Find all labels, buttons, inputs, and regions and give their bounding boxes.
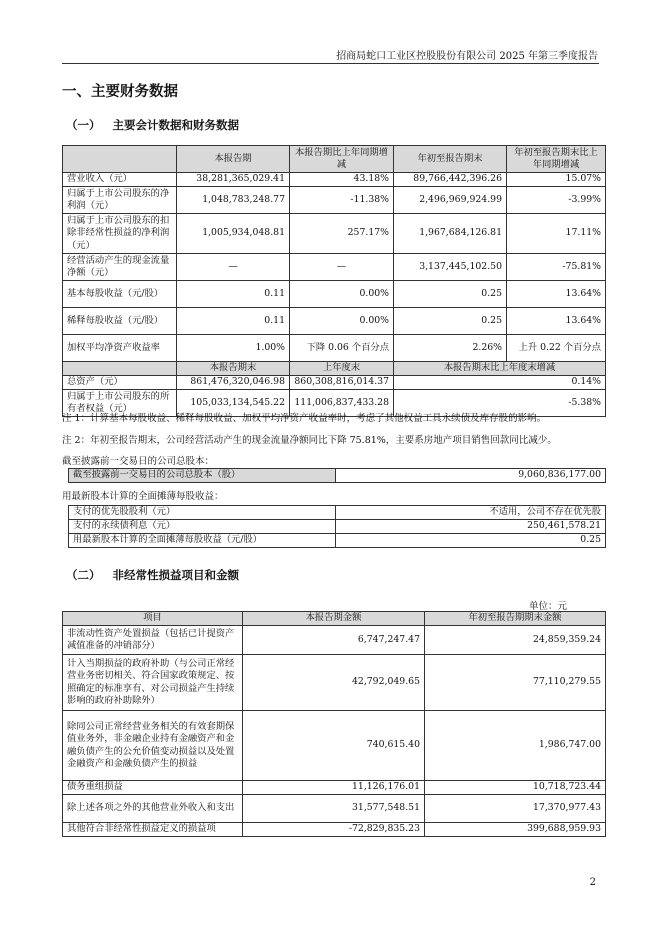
header-cell: 本报告期末比上年度末增减 bbox=[394, 362, 606, 376]
eps-intro: 用最新股本计算的全面摊薄每股收益： bbox=[62, 491, 224, 502]
cell-value: 11,126,176.01 bbox=[243, 781, 425, 795]
header-cell: 年初至报告期末 bbox=[394, 146, 507, 173]
cell-value: 105,033,134,545.22 bbox=[177, 390, 290, 417]
header-cell: 年初至报告期末比上年同期增减 bbox=[507, 146, 606, 173]
table-row bbox=[63, 187, 606, 214]
row-label: 除上述各项之外的其他营业外收入和支出 bbox=[63, 795, 243, 823]
row-label: 归属于上市公司股东的扣除非经常性损益的净利润（元） bbox=[63, 214, 177, 254]
cell-value: 17,370,977.43 bbox=[425, 795, 606, 823]
cell-value: — bbox=[290, 254, 394, 281]
row-label: 稀释每股收益（元/股） bbox=[63, 308, 177, 335]
header-cell: 项目 bbox=[63, 612, 243, 626]
row-label: 支付的永续债利息（元） bbox=[69, 520, 336, 534]
row-label: 计入当期损益的政府补助（与公司正常经营业务密切相关、符合国家政策规定、按照确定的标准享有、对公司损益产生持续影响的政府补助除外） bbox=[63, 655, 243, 711]
page-number: 2 bbox=[589, 877, 596, 888]
row-label: 总资产（元） bbox=[63, 376, 177, 390]
cell-value: 1,986,747.00 bbox=[425, 711, 606, 781]
cell-value: -3.99% bbox=[507, 187, 606, 214]
row-label: 支付的优先股股利（元） bbox=[69, 506, 336, 520]
table-subheader-row bbox=[63, 362, 606, 376]
cell-value: 1,967,684,126.81 bbox=[394, 214, 507, 254]
cell-value: 6,747,247.47 bbox=[243, 626, 425, 655]
cell-value: 13.64% bbox=[507, 281, 606, 308]
table-row bbox=[69, 506, 606, 520]
table-row bbox=[63, 308, 606, 335]
subsection-title-2 bbox=[66, 567, 239, 583]
cell-value: 9,060,836,177.00 bbox=[336, 469, 606, 483]
subsection-label: 非经常性损益项目和金额 bbox=[112, 568, 240, 582]
cell-value: 15.07% bbox=[507, 173, 606, 187]
table-row bbox=[69, 534, 606, 548]
table-header-row bbox=[63, 146, 606, 173]
table-row bbox=[63, 281, 606, 308]
row-label: 经营活动产生的现金流量净额（元） bbox=[63, 254, 177, 281]
note-2: 注 2：年初至报告期末，公司经营活动产生的现金流量净额同比下降 75.81%，主要系房地产项目销售回款同比减少。 bbox=[62, 435, 557, 446]
header-cell: 本报告期金额 bbox=[243, 612, 425, 626]
cell-value: 42,792,049.65 bbox=[243, 655, 425, 711]
cell-value: -72,829,835.23 bbox=[243, 823, 425, 837]
cell-value: 0.25 bbox=[394, 308, 507, 335]
unit-label: 单位：元 bbox=[528, 601, 567, 612]
cell-value: 0.00% bbox=[290, 308, 394, 335]
header-cell bbox=[63, 146, 177, 173]
diluted-eps-table bbox=[68, 505, 606, 548]
row-label: 归属于上市公司股东的净利润（元） bbox=[63, 187, 177, 214]
cell-value: 1,005,934,048.81 bbox=[177, 214, 290, 254]
subsection-number: （二） bbox=[66, 568, 101, 582]
cell-value: 不适用，公司不存在优先股 bbox=[336, 506, 606, 520]
table-row bbox=[63, 655, 606, 711]
row-label: 除同公司正常经营业务相关的有效套期保值业务外，非金融企业持有金融资产和金融负债产生的公允价值变动损益以及处置金融资产和金融负债产生的损益 bbox=[63, 711, 243, 781]
cell-value: 43.18% bbox=[290, 173, 394, 187]
non-recurring-table bbox=[62, 611, 606, 837]
table-row bbox=[63, 173, 606, 187]
row-label: 加权平均净资产收益率 bbox=[63, 335, 177, 362]
subsection-title-1 bbox=[66, 117, 239, 133]
cell-value: 860,308,816,014.37 bbox=[290, 376, 394, 390]
cell-value: 0.11 bbox=[177, 308, 290, 335]
row-label: 归属于上市公司股东的所有者权益（元） bbox=[63, 390, 177, 417]
table-row bbox=[69, 520, 606, 534]
cell-value: 17.11% bbox=[507, 214, 606, 254]
cell-value: 10,718,723.44 bbox=[425, 781, 606, 795]
row-label: 非流动性资产处置损益（包括已计提资产减值准备的冲销部分） bbox=[63, 626, 243, 655]
share-capital-table bbox=[68, 468, 606, 483]
share-capital-intro: 截至披露前一交易日的公司总股本： bbox=[62, 456, 215, 467]
cell-value: 399,688,959.93 bbox=[425, 823, 606, 837]
key-financial-table bbox=[62, 145, 606, 417]
table-row bbox=[63, 376, 606, 390]
cell-value: 77,110,279.55 bbox=[425, 655, 606, 711]
header-cell: 上年度末 bbox=[290, 362, 394, 376]
cell-value: 0.14% bbox=[394, 376, 606, 390]
cell-value: 0.00% bbox=[290, 281, 394, 308]
table-row bbox=[63, 214, 606, 254]
cell-value: 0.25 bbox=[394, 281, 507, 308]
subsection-label: 主要会计数据和财务数据 bbox=[112, 118, 240, 132]
subsection-number: （一） bbox=[66, 118, 101, 132]
cell-value: 111,006,837,433.28 bbox=[290, 390, 394, 417]
table-row bbox=[63, 823, 606, 837]
header-divider bbox=[62, 63, 599, 64]
row-label: 截至披露前一交易日的公司总股本（股） bbox=[69, 469, 336, 483]
cell-value: 861,476,320,046.98 bbox=[177, 376, 290, 390]
table-row bbox=[63, 711, 606, 781]
section-title: 一、主要财务数据 bbox=[62, 84, 178, 100]
cell-value: -11.38% bbox=[290, 187, 394, 214]
cell-value: 24,859,359.24 bbox=[425, 626, 606, 655]
cell-value: 1.00% bbox=[177, 335, 290, 362]
cell-value: 0.25 bbox=[336, 534, 606, 548]
cell-value: 2.26% bbox=[394, 335, 507, 362]
row-label: 债务重组损益 bbox=[63, 781, 243, 795]
row-label: 营业收入（元） bbox=[63, 173, 177, 187]
cell-value: 38,281,365,029.41 bbox=[177, 173, 290, 187]
cell-value: 0.11 bbox=[177, 281, 290, 308]
cell-value: 89,766,442,396.26 bbox=[394, 173, 507, 187]
header-cell bbox=[63, 362, 177, 376]
cell-value: 740,615.40 bbox=[243, 711, 425, 781]
cell-value: 上升 0.22 个百分点 bbox=[507, 335, 606, 362]
header-cell: 年初至报告期期末金额 bbox=[425, 612, 606, 626]
cell-value: 13.64% bbox=[507, 308, 606, 335]
cell-value: 2,496,969,924.99 bbox=[394, 187, 507, 214]
cell-value: 3,137,445,102.50 bbox=[394, 254, 507, 281]
table-row bbox=[63, 781, 606, 795]
cell-value: — bbox=[177, 254, 290, 281]
cell-value: 1,048,783,248.77 bbox=[177, 187, 290, 214]
note-1: 注 1：计算基本每股收益、稀释每股收益、加权平均净资产收益率时，考虑了其他权益工具永续债及库存股的影响。 bbox=[62, 413, 547, 424]
cell-value: -75.81% bbox=[507, 254, 606, 281]
table-row bbox=[63, 626, 606, 655]
cell-value: 下降 0.06 个百分点 bbox=[290, 335, 394, 362]
cell-value: -5.38% bbox=[394, 390, 606, 417]
table-row bbox=[63, 335, 606, 362]
report-header: 招商局蛇口工业区控股股份有限公司 2025 年第三季度报告 bbox=[336, 51, 598, 62]
row-label: 用最新股本计算的全面摊薄每股收益（元/股） bbox=[69, 534, 336, 548]
header-cell: 本报告期末 bbox=[177, 362, 290, 376]
table-row bbox=[63, 254, 606, 281]
row-label: 其他符合非经常性损益定义的损益项 bbox=[63, 823, 243, 837]
table-row bbox=[63, 795, 606, 823]
cell-value: 31,577,548.51 bbox=[243, 795, 425, 823]
cell-value: 257.17% bbox=[290, 214, 394, 254]
cell-value: 250,461,578.21 bbox=[336, 520, 606, 534]
header-cell: 本报告期 bbox=[177, 146, 290, 173]
table-row bbox=[69, 469, 606, 483]
table-header-row bbox=[63, 612, 606, 626]
header-cell: 本报告期比上年同期增减 bbox=[290, 146, 394, 173]
row-label: 基本每股收益（元/股） bbox=[63, 281, 177, 308]
